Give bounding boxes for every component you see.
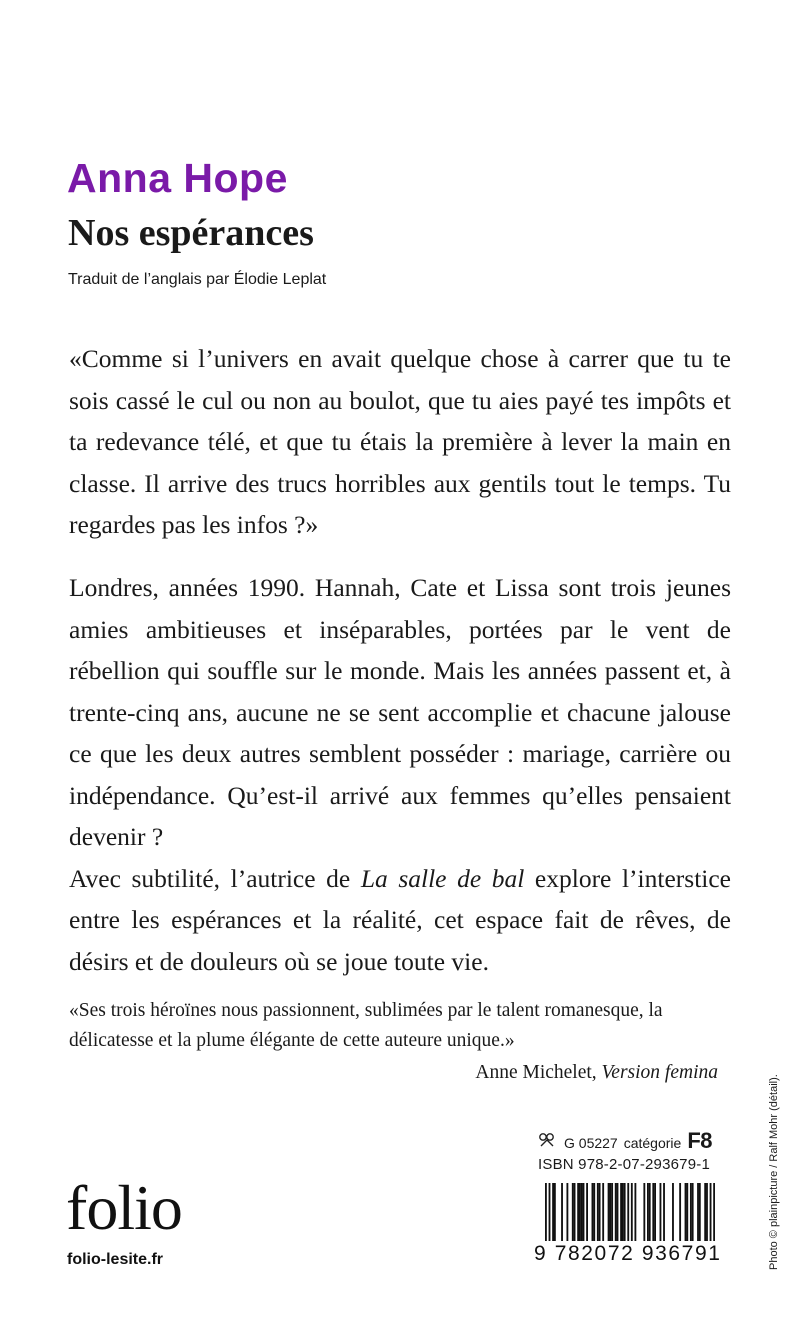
barcode-bar xyxy=(611,1183,613,1241)
book-excerpt: «Comme si l’univers en avait quelque chose à carrer que tu te sois cassé le cul ou non au boulot, que tu aies payé tes impôts et ta redevance télé, et que tu étais la première à lever la main en classe. Il arrive des trucs horribles aux gentils tout le temps. Tu regardes pas les infos ?» xyxy=(69,344,731,539)
catalog-code: G 05227 xyxy=(564,1135,618,1151)
barcode-bar xyxy=(574,1183,576,1241)
barcode-bar xyxy=(686,1183,688,1241)
photo-credit: Photo © plainpicture / Ralf Mohr (détail). xyxy=(768,1074,780,1270)
barcode-bar xyxy=(710,1183,712,1241)
barcode-bar xyxy=(615,1183,617,1241)
barcode-bar xyxy=(581,1183,583,1241)
barcode-bar xyxy=(643,1183,645,1241)
barcode-bar xyxy=(699,1183,701,1241)
summary-paragraph-2-start: Avec subtilité, l’autrice de xyxy=(69,863,361,893)
barcode-bar xyxy=(592,1183,594,1241)
barcode-bar xyxy=(663,1183,665,1241)
barcode-bar xyxy=(608,1183,610,1241)
barcode-bar xyxy=(631,1183,633,1241)
barcode-bar xyxy=(572,1183,574,1241)
category-label: catégorie xyxy=(623,1135,682,1151)
folio-category-icon xyxy=(538,1132,556,1152)
barcode-bar xyxy=(634,1183,636,1241)
barcode-bar xyxy=(654,1183,656,1241)
barcode-bar xyxy=(609,1183,611,1241)
book-summary xyxy=(69,567,731,982)
barcode-bar xyxy=(566,1183,568,1241)
barcode-bar xyxy=(593,1183,595,1241)
barcode-bar xyxy=(706,1183,708,1241)
press-review-attribution xyxy=(475,1058,718,1088)
barcode-bar xyxy=(545,1183,547,1241)
category-line xyxy=(538,1128,712,1154)
barcode-bar xyxy=(692,1183,694,1241)
barcode-bar xyxy=(586,1183,588,1241)
review-source: Version femina xyxy=(601,1062,718,1083)
barcode-bar xyxy=(647,1183,649,1241)
barcode-bar xyxy=(583,1183,585,1241)
barcode-bar xyxy=(554,1183,556,1241)
barcode-bar xyxy=(622,1183,624,1241)
barcode-bar xyxy=(704,1183,706,1241)
catalog-codes xyxy=(538,1128,712,1173)
referenced-book-title: La salle de bal xyxy=(360,863,525,893)
barcode-bar xyxy=(627,1183,629,1241)
summary-paragraph-2-end: explore l’interstice entre les espérances et la réalité, cet espace fait de rêves, de désirs et de douleurs où se joue toute vie. xyxy=(69,863,731,976)
barcode-bar xyxy=(597,1183,599,1241)
book-title: Nos espérances xyxy=(68,212,314,254)
folio-logo: folio xyxy=(66,1172,182,1243)
barcode-bar xyxy=(649,1183,651,1241)
barcode-bar xyxy=(602,1183,604,1241)
summary-paragraph-2 xyxy=(69,858,731,983)
barcode-bar xyxy=(672,1183,674,1241)
barcode-bar xyxy=(552,1183,554,1241)
category-code: F8 xyxy=(687,1128,712,1153)
isbn: ISBN 978-2-07-293679-1 xyxy=(538,1156,711,1173)
barcode-bar xyxy=(624,1183,626,1241)
barcode-bar xyxy=(690,1183,692,1241)
barcode-bar xyxy=(713,1183,715,1241)
translator-credit: Traduit de l’anglais par Élodie Leplat xyxy=(68,271,327,288)
barcode-bar xyxy=(579,1183,581,1241)
barcode-bar xyxy=(577,1183,579,1241)
barcode-bar xyxy=(697,1183,699,1241)
barcode xyxy=(545,1183,715,1241)
summary-paragraph-1: Londres, années 1990. Hannah, Cate et Lissa sont trois jeunes amies ambitieuses et inséparables, portées par le vent de rébellion qui souffle sur le monde. Mais les années passent et, à trente-cinq ans, aucune ne se sent accomplie et chacune jalouse ce que les deux autres semblent posséder : mariage, carrière ou indépendance. Qu’est-il arrivé aux femmes qu’elles pensaient devenir ? xyxy=(69,573,731,851)
barcode-bar xyxy=(620,1183,622,1241)
barcode-bar xyxy=(599,1183,601,1241)
publisher-website: folio-lesite.fr xyxy=(67,1251,164,1268)
barcode-bar xyxy=(561,1183,563,1241)
review-author: Anne Michelet, xyxy=(475,1062,602,1083)
barcode-bar xyxy=(617,1183,619,1241)
barcode-digits: 9 782072 936791 xyxy=(534,1242,722,1265)
barcode-bar xyxy=(679,1183,681,1241)
press-review-quote: «Ses trois héroïnes nous passionnent, sublimées par le talent romanesque, la délicatesse et la plume élégante de cette auteure unique.» xyxy=(69,1000,663,1051)
barcode-bar xyxy=(549,1183,551,1241)
author-name: Anna Hope xyxy=(67,155,288,201)
barcode-bar xyxy=(652,1183,654,1241)
barcode-bar xyxy=(685,1183,687,1241)
barcode-bar xyxy=(660,1183,662,1241)
